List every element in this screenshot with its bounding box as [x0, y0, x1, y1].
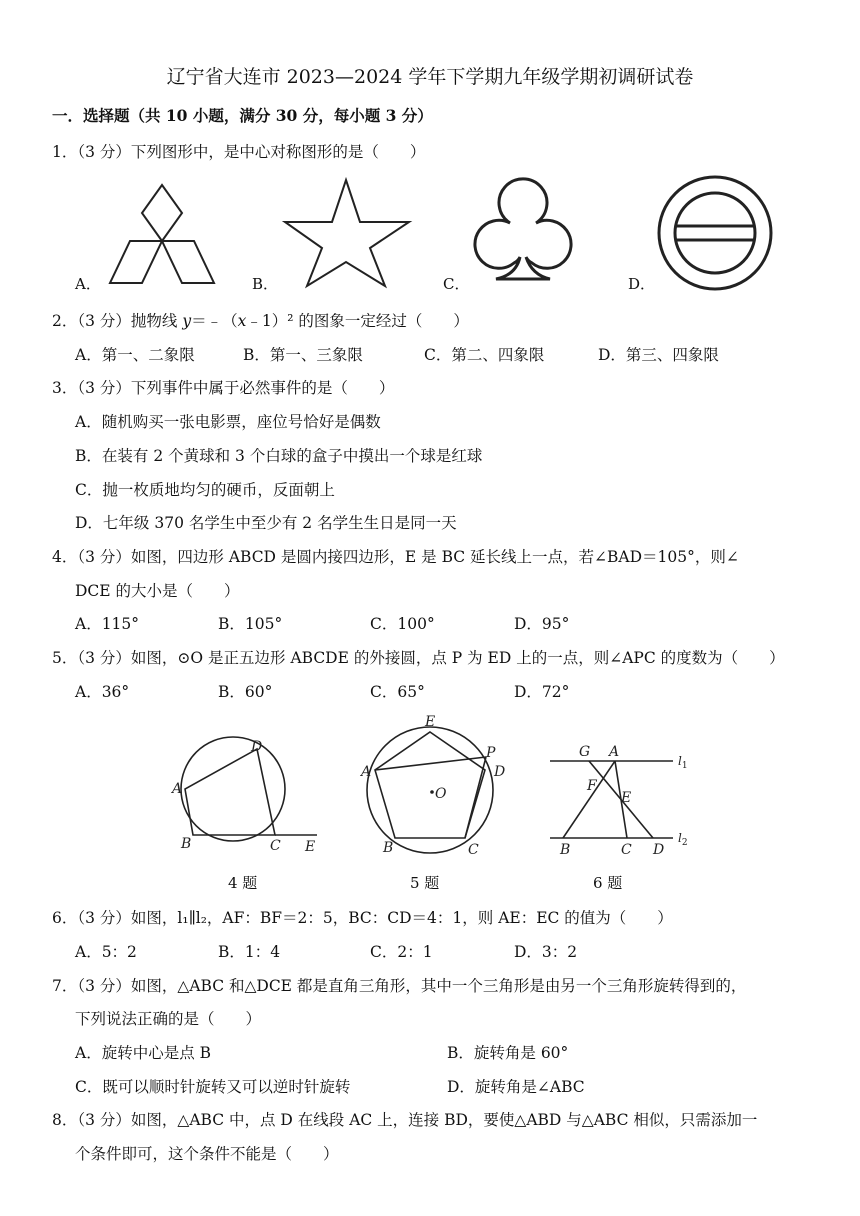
figure-5-caption: 5 题 — [410, 874, 440, 892]
question-1-stem: 1．（3 分）下列图形中，是中心对称图形的是（ ） — [52, 143, 426, 161]
figure-4-cyclic-quadrilateral — [165, 735, 325, 860]
fig5-point-o: O — [435, 786, 447, 802]
fig4-point-a: A — [172, 781, 183, 797]
q5-option-c: C．65° — [370, 683, 425, 701]
q7-option-d: D．旋转角是∠ABC — [447, 1078, 585, 1096]
question-8-stem-line2: 个条件即可，这个条件不能是（ ） — [75, 1145, 339, 1163]
q1-figure-d-circle-bar-icon — [655, 178, 775, 288]
fig6-point-d: D — [653, 842, 665, 858]
question-7-stem-line1: 7．（3 分）如图，△ABC 和△DCE 都是直角三角形，其中一个三角形是由另一个三角形旋转得到的， — [52, 977, 747, 995]
q1-figure-b-star-icon — [285, 178, 415, 288]
fig6-point-a: A — [609, 744, 620, 760]
q2-var-y: y — [182, 312, 192, 330]
q7-option-b: B．旋转角是 60° — [447, 1044, 569, 1062]
question-4-stem-line2: DCE 的大小是（ ） — [75, 582, 240, 600]
q4-option-c: C．100° — [370, 615, 435, 633]
q2-option-c: C．第二、四象限 — [424, 346, 545, 364]
q5-option-d: D．72° — [514, 683, 570, 701]
q3-option-a: A．随机购买一张电影票，座位号恰好是偶数 — [75, 413, 381, 431]
fig4-point-b: B — [181, 836, 192, 852]
question-3-stem: 3．（3 分）下列事件中属于必然事件的是（ ） — [52, 379, 395, 397]
fig4-point-e: E — [305, 839, 316, 855]
fig6-point-e: E — [621, 790, 632, 806]
q3-option-d: D．七年级 370 名学生中至少有 2 名学生生日是同一天 — [75, 514, 457, 532]
fig4-point-d: D — [251, 739, 263, 755]
q7-option-c: C．既可以顺时针旋转又可以逆时针旋转 — [75, 1078, 351, 1096]
q1-label-c: C． — [443, 275, 470, 293]
q2-option-d: D．第三、四象限 — [598, 346, 719, 364]
fig6-line-l2: $l_2$ — [678, 831, 688, 848]
q7-option-a: A．旋转中心是点 B — [75, 1044, 212, 1062]
q1-label-d: D． — [628, 275, 656, 293]
fig6-point-b: B — [560, 842, 571, 858]
q1-label-b: B． — [252, 275, 279, 293]
q6-option-c: C．2：1 — [370, 943, 433, 961]
q2-stem-post: ﹣1）² 的图象一定经过（ ） — [246, 312, 469, 330]
q2-option-b: B．第一、三象限 — [243, 346, 363, 364]
figure-5-pentagon-circle — [355, 710, 515, 860]
q3-option-c: C．抛一枚质地均匀的硬币，反面朝上 — [75, 481, 335, 499]
figure-6-parallel-lines — [545, 738, 695, 860]
q6-option-b: B．1：4 — [218, 943, 281, 961]
q1-label-a: A． — [75, 275, 101, 293]
section-heading: 一．选择题（共 10 小题，满分 30 分，每小题 3 分） — [52, 106, 433, 125]
page-title: 辽宁省大连市 2023—2024 学年下学期九年级学期初调研试卷 — [166, 66, 694, 88]
fig6-point-f: F — [587, 778, 597, 794]
fig5-point-c: C — [468, 842, 479, 858]
q2-stem-mid: ＝﹣（ — [191, 312, 238, 330]
q3-option-b: B．在装有 2 个黄球和 3 个白球的盒子中摸出一个球是红球 — [75, 447, 483, 465]
q4-option-d: D．95° — [514, 615, 570, 633]
q6-option-d: D．3：2 — [514, 943, 578, 961]
q4-option-b: B．105° — [218, 615, 283, 633]
q1-figure-a-mitsubishi-icon — [105, 183, 220, 288]
fig5-point-p: P — [486, 745, 496, 761]
q2-var-x: x — [237, 312, 247, 330]
q5-option-b: B．60° — [218, 683, 273, 701]
q6-option-a: A．5：2 — [75, 943, 137, 961]
fig5-point-b: B — [383, 840, 394, 856]
fig6-point-g: G — [579, 744, 591, 760]
question-7-stem-line2: 下列说法正确的是（ ） — [75, 1010, 262, 1028]
q5-option-a: A．36° — [75, 683, 130, 701]
question-6-stem: 6．（3 分）如图，l₁∥l₂，AF：BF＝2：5，BC：CD＝4：1，则 AE：EC 的值为（ ） — [52, 909, 673, 927]
fig5-point-a: A — [361, 764, 372, 780]
q1-figure-c-club-icon — [470, 175, 580, 285]
question-2-stem — [52, 309, 469, 331]
fig6-point-c: C — [621, 842, 632, 858]
question-4-stem-line1: 4．（3 分）如图，四边形 ABCD 是圆内接四边形，E 是 BC 延长线上一点，若∠BAD＝105°，则∠ — [52, 548, 739, 566]
figure-4-caption: 4 题 — [228, 874, 258, 892]
question-5-stem: 5．（3 分）如图，⊙O 是正五边形 ABCDE 的外接圆，点 P 为 ED 上的一点，则∠APC 的度数为（ ） — [52, 649, 785, 667]
q4-option-a: A．115° — [75, 615, 140, 633]
q2-stem-pre: 2．（3 分）抛物线 — [52, 312, 183, 330]
fig5-point-d: D — [494, 764, 506, 780]
q2-option-a: A．第一、二象限 — [75, 346, 195, 364]
fig4-point-c: C — [270, 838, 281, 854]
fig6-line-l1: $l_1$ — [678, 754, 688, 771]
question-8-stem-line1: 8．（3 分）如图，△ABC 中，点 D 在线段 AC 上，连接 BD，要使△ABD 与△ABC 相似，只需添加一 — [52, 1111, 758, 1129]
figure-6-caption: 6 题 — [593, 874, 623, 892]
fig5-point-e: E — [425, 714, 436, 730]
